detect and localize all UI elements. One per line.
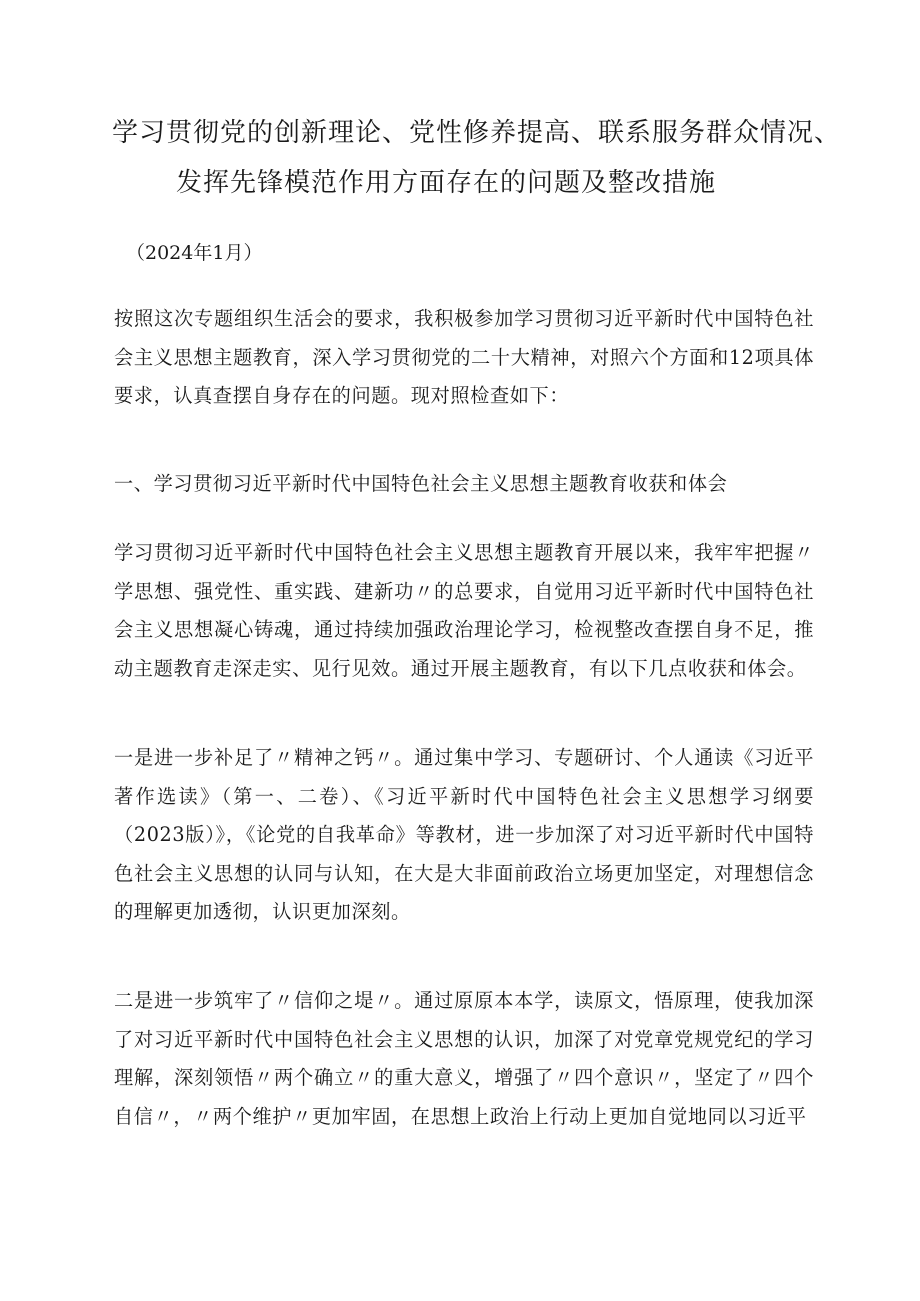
section1-paragraph-1: 学习贯彻习近平新时代中国特色社会主义思想主题教育开展以来，我牢牢把握〃学思想、强党性、重实践、建新功〃的总要求，自觉用习近平新时代中国特色社会主义思想凝心铸魂，通过持续加强政治理论学习，检视整改查摆自身不足，推动主题教育走深走实、见行见效。通过开展主题教育，有以下几点收获和体会。 — [114, 541, 814, 680]
document-date: （2024年1月） — [126, 242, 263, 264]
intro-paragraph: 按照这次专题组织生活会的要求，我积极参加学习贯彻习近平新时代中国特色社会主义思想主题教育，深入学习贯彻党的二十大精神，对照六个方面和12项具体要求，认真查摆自身存在的问题。现对照检查如下： — [114, 307, 814, 407]
section1-paragraph-3: 二是进一步筑牢了〃信仰之堤〃。通过原原本本学，读原文，悟原理，使我加深了对习近平新时代中国特色社会主义思想的认识，加深了对党章党规党纪的学习理解，深刻领悟〃两个确立〃的重大意义，增强了〃四个意识〃，坚定了〃四个自信〃，〃两个维护〃更加牢固，在思想上政治上行动上更加自觉地同以习近平 — [114, 989, 814, 1128]
document-title-line1: 学习贯彻党的创新理论、党性修养提高、联系服务群众情况、 — [112, 118, 842, 148]
document-title-line2: 发挥先锋模范作用方面存在的问题及整改措施 — [176, 168, 717, 198]
section1-heading: 一、学习贯彻习近平新时代中国特色社会主义思想主题教育收获和体会 — [114, 472, 728, 495]
section1-paragraph-2: 一是进一步补足了〃精神之钙〃。通过集中学习、专题研讨、个人通读《习近平著作选读》（第一、二卷）、《习近平新时代中国特色社会主义思想学习纲要（2023版）》，《论党的自我革命》等教材，进一步加深了对习近平新时代中国特色社会主义思想的认同与认知，在大是大非面前政治立场更加坚定，对理想信念的理解更加透彻，认识更加深刻。 — [114, 746, 814, 923]
